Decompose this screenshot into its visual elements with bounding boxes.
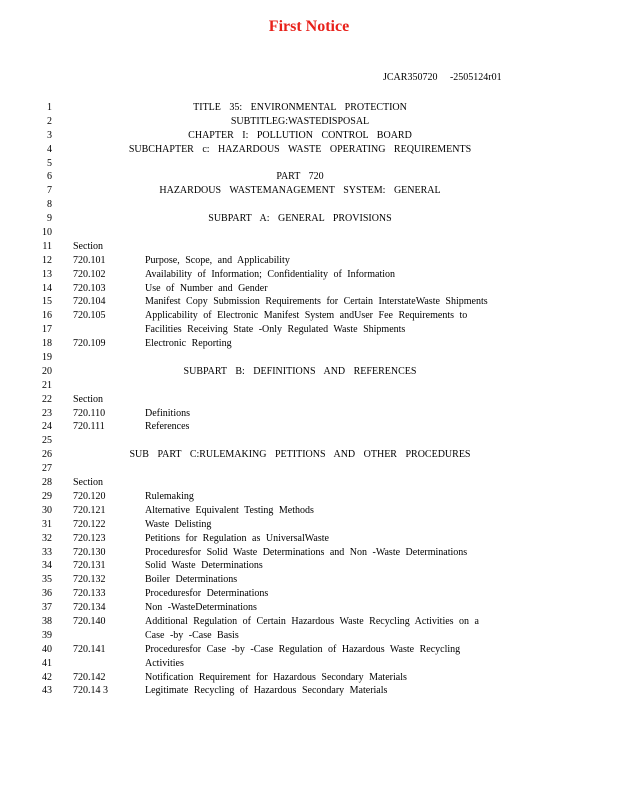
line-number: 23 <box>42 407 52 419</box>
line-number: 14 <box>42 282 52 294</box>
heading-text: SUB PART C:RULEMAKING PETITIONS AND OTHER PROCEDURES <box>129 449 471 461</box>
line-number: 19 <box>42 352 52 364</box>
section-number: 720.122 <box>73 518 106 530</box>
section-title: Facilities Receiving State -Only Regulated Waste Shipments <box>145 324 406 336</box>
section-number: 720.102 <box>73 268 106 280</box>
line-number: 38 <box>42 615 52 627</box>
document-line <box>0 448 618 462</box>
section-title: Purpose, Scope, and Applicability <box>145 254 290 266</box>
section-title: Solid Waste Determinations <box>145 560 263 572</box>
document-line <box>0 282 618 296</box>
section-title: Proceduresfor Solid Waste Determinations and Non -Waste Determinations <box>145 546 468 558</box>
document-line <box>0 476 618 490</box>
document-line <box>0 573 618 587</box>
line-number: 34 <box>42 560 52 572</box>
line-number: 41 <box>42 657 52 669</box>
section-title: Electronic Reporting <box>145 338 232 350</box>
line-number: 39 <box>42 629 52 641</box>
document-body <box>0 101 618 698</box>
document-line <box>0 184 618 198</box>
line-number: 21 <box>42 379 52 391</box>
document-line <box>0 309 618 323</box>
document-line <box>0 337 618 351</box>
section-title: Rulemaking <box>145 490 194 502</box>
section-title: Proceduresfor Determinations <box>145 588 269 600</box>
document-line <box>0 657 618 671</box>
section-number: 720.142 <box>73 671 106 683</box>
line-number: 8 <box>47 199 52 211</box>
section-number: 720.140 <box>73 615 106 627</box>
section-number: 720.133 <box>73 588 106 600</box>
line-number: 29 <box>42 490 52 502</box>
document-line <box>0 629 618 643</box>
document-line <box>0 157 618 171</box>
line-number: 40 <box>42 643 52 655</box>
section-title: Definitions <box>145 407 190 419</box>
document-line <box>0 601 618 615</box>
document-line <box>0 254 618 268</box>
section-title: References <box>145 421 190 433</box>
section-number: 720.101 <box>73 254 106 266</box>
line-number: 27 <box>42 463 52 475</box>
document-line <box>0 226 618 240</box>
document-line <box>0 198 618 212</box>
line-number: 9 <box>47 213 52 225</box>
document-line <box>0 546 618 560</box>
section-number: Section <box>73 240 103 252</box>
document-line <box>0 559 618 573</box>
section-number: 720.120 <box>73 490 106 502</box>
line-number: 11 <box>42 240 52 252</box>
document-line <box>0 143 618 157</box>
line-number: 33 <box>42 546 52 558</box>
section-number: 720.131 <box>73 560 106 572</box>
heading-text: SUBTITLEG:WASTEDISPOSAL <box>230 115 370 127</box>
heading-text: HAZARDOUS WASTEMANAGEMENT SYSTEM: GENERAL <box>159 185 441 197</box>
document-line <box>0 129 618 143</box>
section-title: Availability of Information; Confidentiality of Information <box>145 268 396 280</box>
line-number: 31 <box>42 518 52 530</box>
section-number: 720.103 <box>73 282 106 294</box>
document-line <box>0 323 618 337</box>
heading-text: SUBPART A: GENERAL PROVISIONS <box>208 213 392 225</box>
document-line <box>0 115 618 129</box>
section-title: Case -by -Case Basis <box>145 629 239 641</box>
section-number: 720.121 <box>73 504 106 516</box>
section-title: Petitions for Regulation as UniversalWaste <box>145 532 329 544</box>
line-number: 43 <box>42 685 52 697</box>
line-number: 36 <box>42 588 52 600</box>
document-line <box>0 295 618 309</box>
document-line <box>0 643 618 657</box>
line-number: 35 <box>42 574 52 586</box>
section-number: 720.104 <box>73 296 106 308</box>
notice-title: First Notice <box>268 18 350 35</box>
line-number: 13 <box>42 268 52 280</box>
section-number: 720.105 <box>73 310 106 322</box>
line-number: 3 <box>47 129 52 141</box>
document-line <box>0 462 618 476</box>
document-id: JCAR350720 -2505124r01 <box>383 72 502 83</box>
line-number: 4 <box>47 143 52 155</box>
line-number: 1 <box>47 102 52 113</box>
section-number: Section <box>73 393 103 405</box>
section-number: 720.134 <box>73 602 106 614</box>
section-title: Activities <box>145 657 184 669</box>
document-line <box>0 490 618 504</box>
document-line <box>0 671 618 685</box>
heading-text: SUBCHAPTER c: HAZARDOUS WASTE OPERATING REQUIREMENTS <box>128 143 472 155</box>
section-title: Use of Number and Gender <box>145 282 268 294</box>
document-line <box>0 170 618 184</box>
document-line <box>0 615 618 629</box>
document-line <box>0 379 618 393</box>
section-number: 720.123 <box>73 532 106 544</box>
document-line <box>0 351 618 365</box>
line-number: 17 <box>42 324 52 336</box>
section-number: 720.132 <box>73 574 106 586</box>
section-title: Boiler Determinations <box>145 574 238 586</box>
document-line <box>0 504 618 518</box>
section-title: Applicability of Electronic Manifest System andUser Fee Requirements to <box>145 310 468 322</box>
document-line <box>0 587 618 601</box>
line-number: 7 <box>47 185 52 197</box>
section-number: 720.110 <box>73 407 106 419</box>
document-line <box>0 101 618 115</box>
line-number: 25 <box>42 435 52 447</box>
line-number: 22 <box>42 393 52 405</box>
section-number: 720.109 <box>73 338 106 350</box>
line-number: 20 <box>42 365 52 377</box>
line-number: 26 <box>42 449 52 461</box>
line-number: 5 <box>47 157 52 169</box>
line-number: 6 <box>47 171 52 183</box>
heading-text: SUBPART B: DEFINITIONS AND REFERENCES <box>183 365 417 377</box>
section-number: 720.141 <box>73 643 106 655</box>
section-number: 720.111 <box>73 421 105 433</box>
line-number: 12 <box>42 254 52 266</box>
document-line <box>0 434 618 448</box>
line-number: 32 <box>42 532 52 544</box>
document-line <box>0 240 618 254</box>
document-line <box>0 420 618 434</box>
line-number: 28 <box>42 477 52 489</box>
section-number: 720.14 3 <box>73 685 108 697</box>
heading-text: PART 720 <box>276 171 324 183</box>
heading-text: TITLE 35: ENVIRONMENTAL PROTECTION <box>193 102 407 113</box>
section-title: Proceduresfor Case -by -Case Regulation of Hazardous Waste Recycling <box>145 643 461 655</box>
line-number: 24 <box>42 421 52 433</box>
section-number: Section <box>73 477 103 489</box>
line-number: 16 <box>42 310 52 322</box>
line-number: 10 <box>42 227 52 239</box>
line-number: 42 <box>42 671 52 683</box>
section-title: Non -WasteDeterminations <box>145 602 257 614</box>
section-title: Notification Requirement for Hazardous Secondary Materials <box>145 671 407 683</box>
line-number: 2 <box>47 115 52 127</box>
document-line <box>0 532 618 546</box>
line-number: 37 <box>42 602 52 614</box>
document-line <box>0 684 618 698</box>
document-line <box>0 212 618 226</box>
section-title: Additional Regulation of Certain Hazardous Waste Recycling Activities on a <box>145 615 479 627</box>
line-number: 30 <box>42 504 52 516</box>
document-line <box>0 365 618 379</box>
document-line <box>0 268 618 282</box>
section-title: Manifest Copy Submission Requirements for Certain InterstateWaste Shipments <box>145 296 488 308</box>
line-number: 15 <box>42 296 52 308</box>
document-line <box>0 518 618 532</box>
section-title: Alternative Equivalent Testing Methods <box>145 504 314 516</box>
section-title: Legitimate Recycling of Hazardous Secondary Materials <box>145 685 388 697</box>
section-number: 720.130 <box>73 546 106 558</box>
line-number: 18 <box>42 338 52 350</box>
heading-text: CHAPTER I: POLLUTION CONTROL BOARD <box>188 129 412 141</box>
section-title: Waste Delisting <box>145 518 212 530</box>
document-line <box>0 407 618 421</box>
document-line <box>0 393 618 407</box>
